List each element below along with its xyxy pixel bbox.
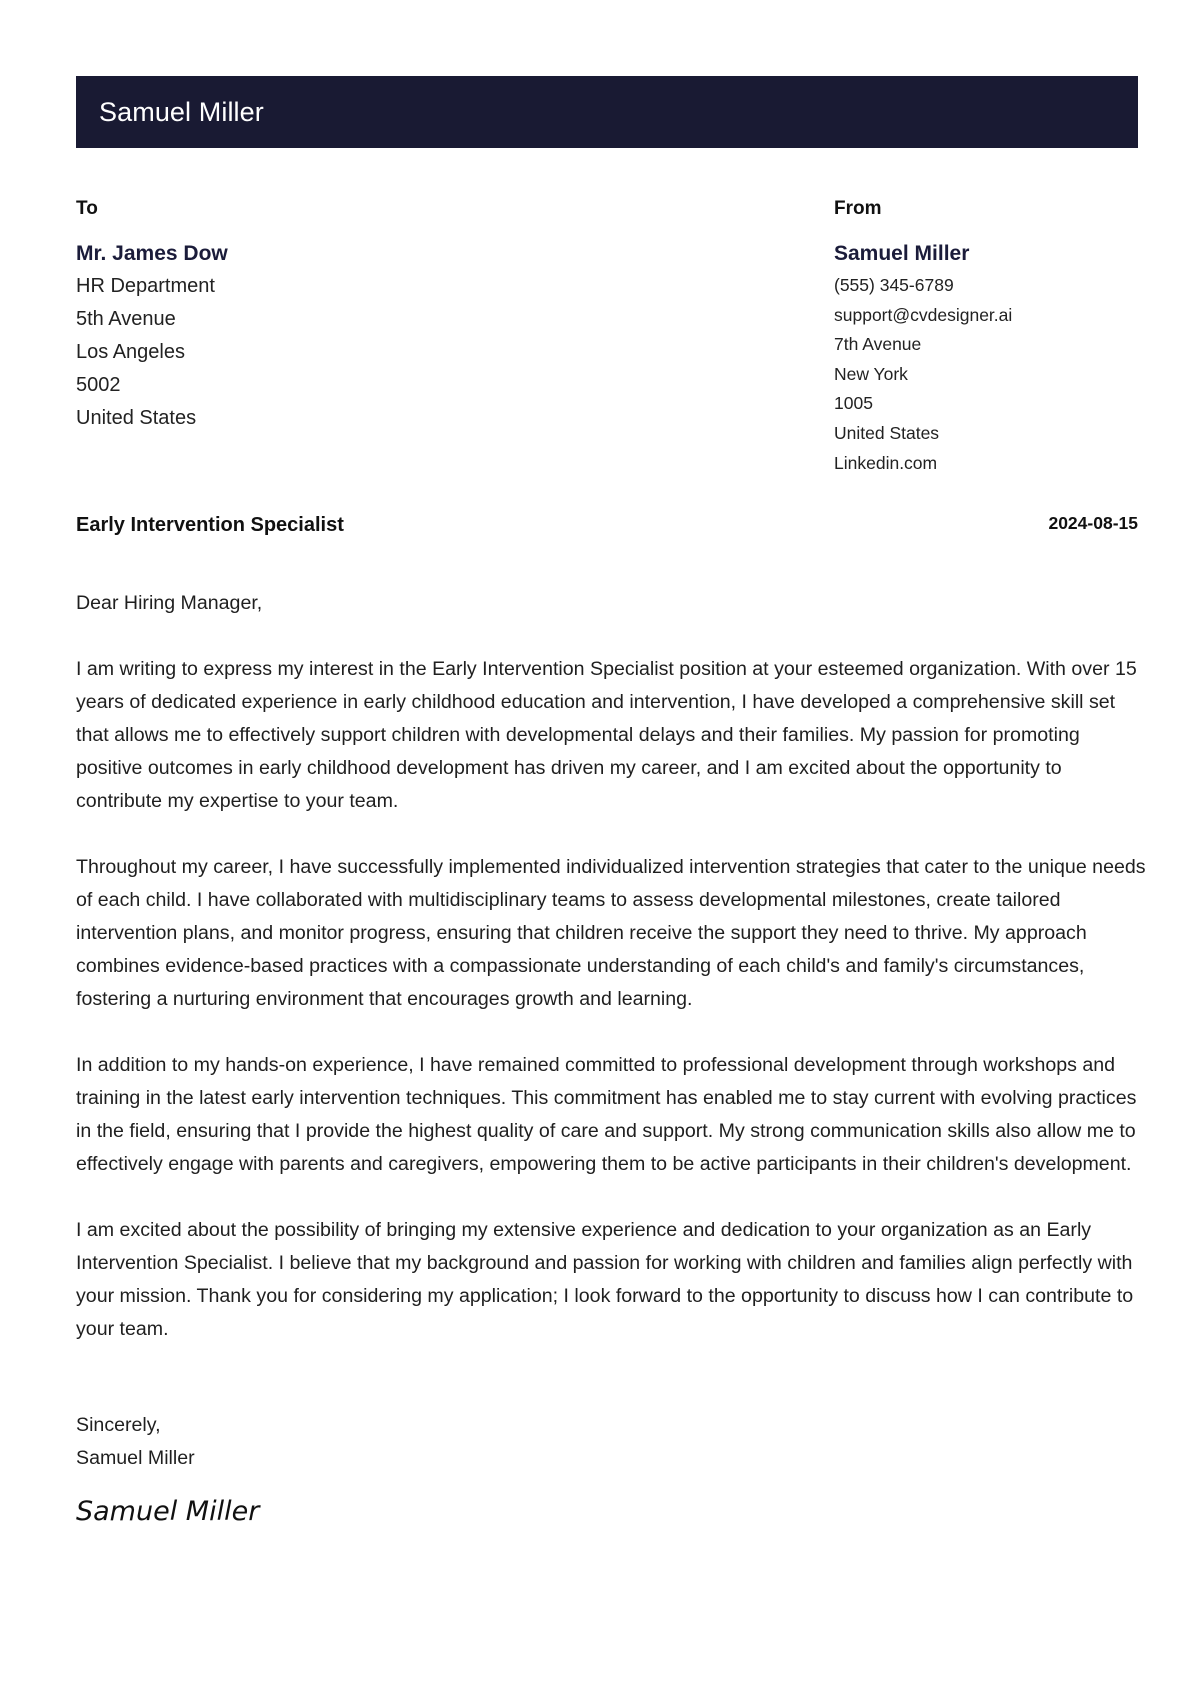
recipient-name: Mr. James Dow (76, 242, 228, 265)
signoff-block (76, 1409, 195, 1475)
recipient-block (76, 196, 676, 435)
recipient-department: HR Department (76, 275, 215, 297)
signature: Samuel Miller (76, 1496, 260, 1527)
recipient-country: United States (76, 407, 197, 429)
sender-block (834, 196, 1138, 478)
body-paragraph: Throughout my career, I have successfully implemented individualized intervention strategies that cater to the unique needs of each child. I have collaborated with multidisciplinary teams to assess developmental milestones, create tailored intervention plans, and monitor progress, ensuring that children receive the support they need to thrive. My approach combines evidence-based practices with a compassionate understanding of each child's and family's circumstances, fostering a nurturing environment that encourages growth and learning. (76, 856, 1146, 1010)
recipient-label: To (76, 198, 98, 219)
recipient-city: Los Angeles (76, 341, 185, 363)
letter-body (76, 587, 1146, 1379)
sender-phone: (555) 345-6789 (834, 275, 954, 295)
closing: Sincerely, (76, 1414, 161, 1436)
closing-name: Samuel Miller (76, 1447, 195, 1469)
recipient-postal-code: 5002 (76, 374, 121, 396)
recipient-street: 5th Avenue (76, 308, 176, 330)
sender-name: Samuel Miller (834, 242, 970, 265)
sender-city: New York (834, 363, 908, 384)
sender-label: From (834, 198, 882, 219)
header-name: Samuel Miller (99, 96, 264, 127)
sender-website: Linkedin.com (834, 452, 938, 473)
letter-date: 2024-08-15 (1048, 513, 1138, 533)
sender-country: United States (834, 422, 940, 443)
salutation: Dear Hiring Manager, (76, 592, 263, 614)
body-paragraph: I am excited about the possibility of bringing my extensive experience and dedication to your organization as an Early Intervention Specialist. I believe that my background and passion for working with children and families align perfectly with your mission. Thank you for considering my application; I look forward to the opportunity to discuss how I can contribute to your team. (76, 1219, 1134, 1340)
body-paragraph: In addition to my hands-on experience, I have remained committed to professional development through workshops and training in the latest early intervention techniques. This commitment has enabled me to stay current with evolving practices in the field, ensuring that I provide the highest quality of care and support. My strong communication skills also allow me to effectively engage with parents and caregivers, empowering them to be active participants in their children's development. (76, 1054, 1137, 1175)
sender-email: support@cvdesigner.ai (834, 304, 1013, 325)
body-paragraph: I am writing to express my interest in the Early Intervention Specialist position at your esteemed organization. With over 15 years of dedicated experience in early childhood education and intervention, I have developed a comprehensive skill set that allows me to effectively support children with developmental delays and their families. My passion for promoting positive outcomes in early childhood development has driven my career, and I am excited about the opportunity to contribute my expertise to your team. (76, 658, 1137, 812)
header-bar (76, 76, 1138, 148)
job-title: Early Intervention Specialist (76, 514, 344, 536)
sender-street: 7th Avenue (834, 334, 922, 355)
sender-postal-code: 1005 (834, 393, 873, 414)
